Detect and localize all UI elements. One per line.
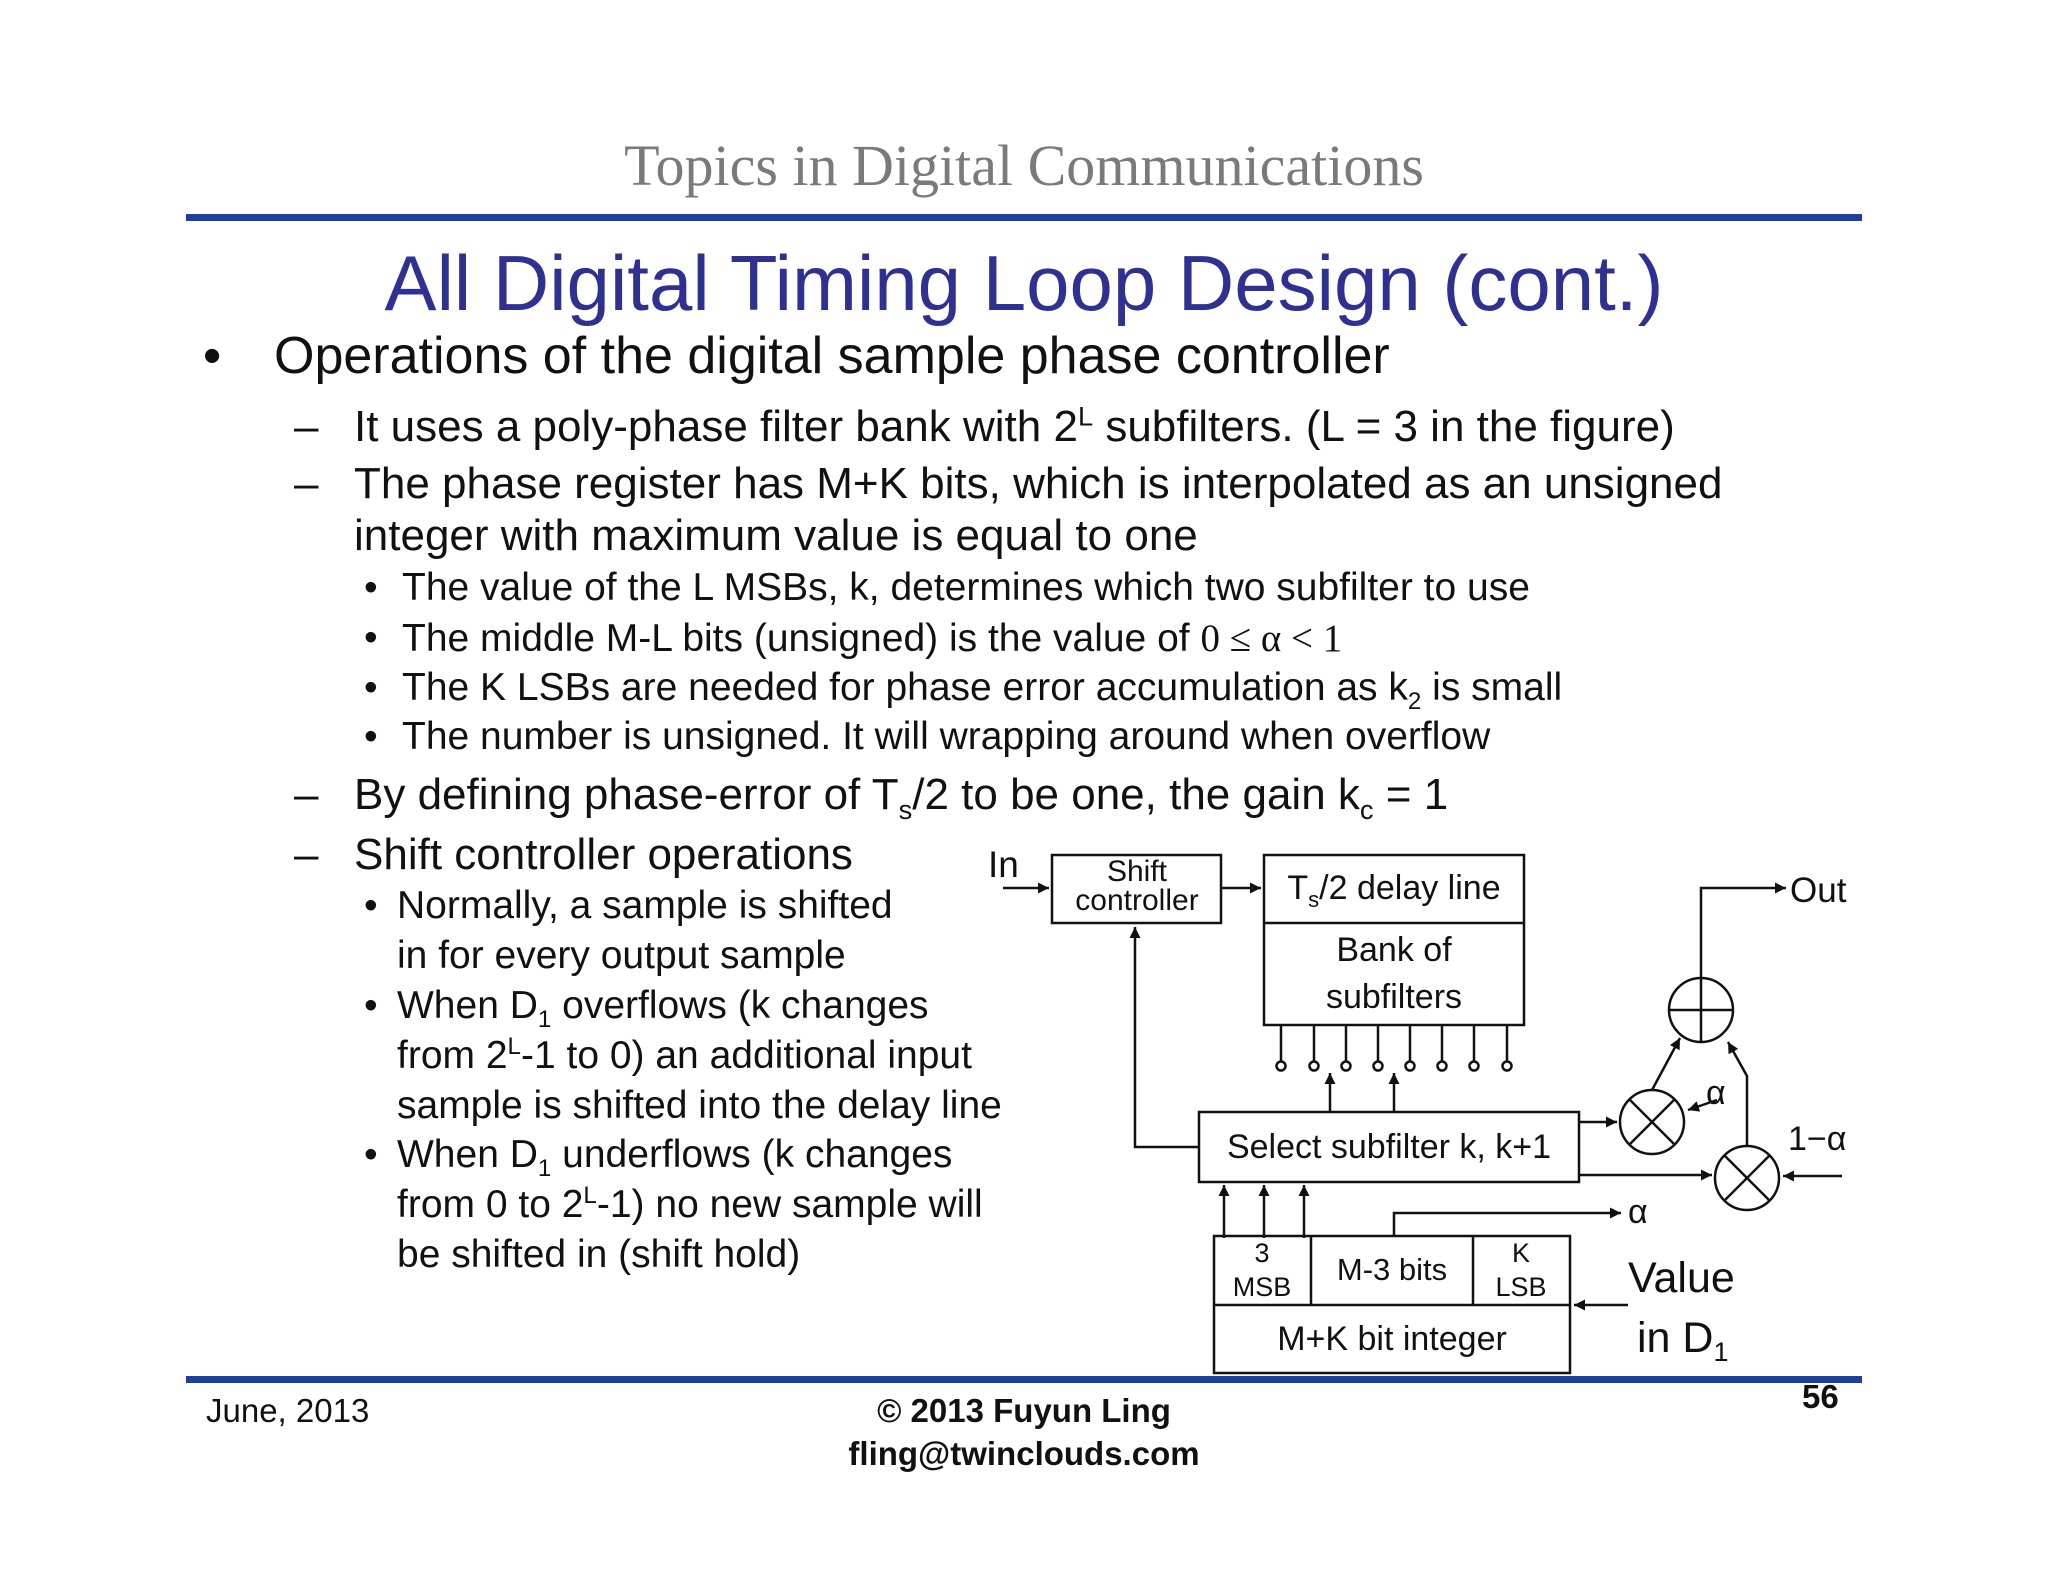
dot-f: • xyxy=(364,984,378,1027)
item-normally-line2: in for every output sample xyxy=(397,934,846,977)
slide-title: All Digital Timing Loop Design (cont.) xyxy=(384,239,1664,327)
dash-1: – xyxy=(294,402,319,451)
footer-rule xyxy=(186,1376,1862,1383)
footer-copyright: © 2013 Fuyun Ling xyxy=(877,1392,1171,1429)
mult2-to-adder-arrow xyxy=(1728,1042,1747,1146)
dot-c: • xyxy=(364,666,378,709)
item-overflow-line3: sample is shifted into the delay line xyxy=(397,1084,1002,1127)
item-msbs: The value of the L MSBs, k, determines which two subfilter to use xyxy=(402,566,1530,609)
multiplier-alpha xyxy=(1620,1090,1684,1154)
value-label-2: in $D_1$ xyxy=(1637,1314,1729,1367)
alpha-label: α xyxy=(1706,1074,1726,1112)
filter-taps xyxy=(1277,1025,1512,1071)
dash-4: – xyxy=(294,830,319,879)
integer-label: M+K bit integer xyxy=(1277,1320,1507,1358)
footer-date: June, 2013 xyxy=(206,1392,370,1429)
item-unsigned: The number is unsigned. It will wrapping around when overflow xyxy=(402,715,1491,758)
bullet-operations: Operations of the digital sample phase controller xyxy=(274,327,1390,385)
sub-shift-controller: Shift controller operations xyxy=(354,830,853,879)
page-number: 56 xyxy=(1802,1378,1839,1415)
bullet-dot: • xyxy=(203,327,222,385)
dot-b: • xyxy=(364,616,378,659)
lsb-label-2: LSB xyxy=(1495,1272,1547,1302)
item-overflow-line1: When $D_1$ overflows (k changes xyxy=(397,984,929,1033)
msb-label-1: 3 xyxy=(1254,1238,1270,1268)
item-underflow-line3: be shifted in (shift hold) xyxy=(397,1233,801,1276)
dash-3: – xyxy=(294,770,319,819)
item-underflow-line1: When $D_1$ underflows (k changes xyxy=(397,1133,953,1182)
item-overflow-line2: from $2^L-1$ to 0) an additional input xyxy=(397,1033,972,1077)
select-to-shift-feedback xyxy=(1135,927,1199,1147)
sub-phase-register-line1: The phase register has M+K bits, which is interpolated as an unsigned xyxy=(354,459,1723,508)
adder xyxy=(1669,978,1733,1042)
item-underflow-line2: from 0 to $2^L-1$) no new sample will xyxy=(397,1182,983,1226)
footer-email: fling@twinclouds.com xyxy=(848,1435,1200,1472)
item-middle-bits: The middle M-L bits (unsigned) is the value of 0 ≤ α < 1 xyxy=(402,617,1343,660)
shift-controller-label-1: Shift xyxy=(1106,855,1168,888)
in-label: In xyxy=(988,844,1019,885)
sub-phase-register-line2: integer with maximum value is equal to one xyxy=(354,511,1198,560)
item-normally-line1: Normally, a sample is shifted xyxy=(397,884,893,927)
msb-label-2: MSB xyxy=(1232,1272,1292,1302)
alpha-output-arrow xyxy=(1394,1213,1621,1236)
shift-controller-label-2: controller xyxy=(1075,884,1199,917)
sub-polyphase: It uses a poly-phase filter bank with $2^L$ subfilters. (L = 3 in the figure) xyxy=(354,400,1675,451)
dash-2: – xyxy=(294,459,319,508)
alpha-bottom-label: α xyxy=(1628,1193,1648,1231)
bank-label-2: subfilters xyxy=(1325,978,1463,1016)
mult1-to-adder-arrow xyxy=(1652,1038,1680,1090)
course-title: Topics in Digital Communications xyxy=(624,133,1424,198)
dot-e: • xyxy=(364,884,378,927)
item-lsbs: The K LSBs are needed for phase error accumulation as $k_2$ is small xyxy=(402,666,1563,715)
m-bits-label: M-3 bits xyxy=(1336,1252,1448,1287)
dot-d: • xyxy=(364,715,378,758)
out-arrow xyxy=(1701,888,1786,978)
select-subfilter-label: Select subfilter k, k+1 xyxy=(1226,1128,1552,1166)
delay-line-label: $T_s/2$ delay line xyxy=(1287,869,1501,912)
dot-a: • xyxy=(364,566,378,609)
out-label: Out xyxy=(1790,871,1847,910)
one-minus-alpha-label: 1−α xyxy=(1788,1120,1847,1158)
multiplier-one-minus-alpha xyxy=(1715,1146,1779,1210)
dot-g: • xyxy=(364,1133,378,1176)
sub-phase-error: By defining phase-error of $T_s/2$ to be one, the gain $k_c = 1$ xyxy=(354,770,1449,825)
value-label-1: Value xyxy=(1628,1254,1735,1302)
bank-label-1: Bank of xyxy=(1336,931,1452,969)
lsb-label-1: K xyxy=(1511,1238,1531,1268)
